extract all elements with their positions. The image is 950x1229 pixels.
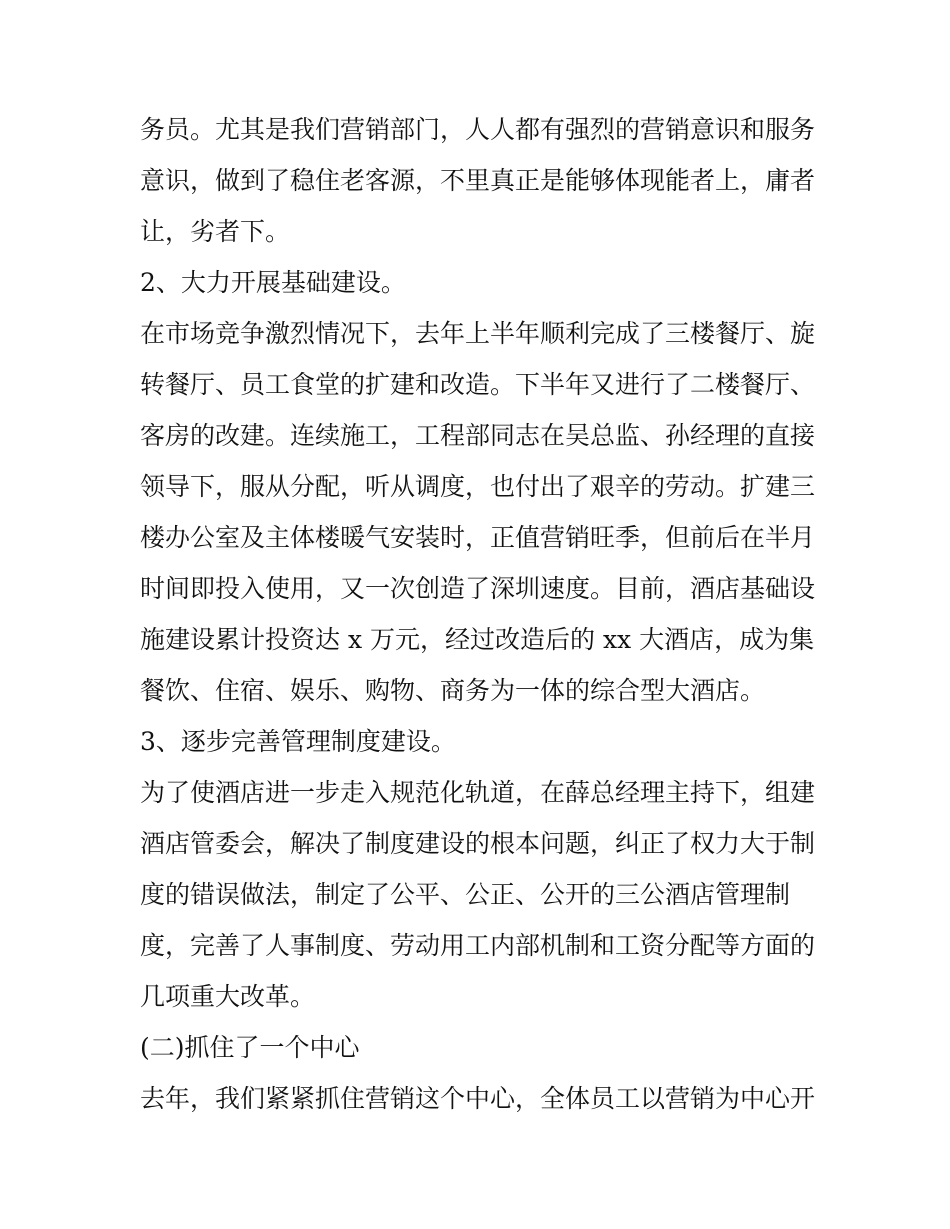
text-line: 楼办公室及主体楼暖气安装时，正值营销旺季，但前后在半月 bbox=[140, 523, 816, 552]
document-body bbox=[140, 104, 820, 1124]
text-line: 在市场竞争激烈情况下，去年上半年顺利完成了三楼餐厅、旋 bbox=[140, 319, 816, 348]
text-line: 让，劣者下。 bbox=[140, 217, 291, 246]
text-line: 酒店管委会，解决了制度建设的根本问题，纠正了权力大于制 bbox=[140, 829, 816, 858]
section-heading: (二)抓住了一个中心 bbox=[140, 1033, 360, 1062]
text-line: 去年，我们紧紧抓住营销这个中心，全体员工以营销为中心开 bbox=[140, 1084, 816, 1113]
text-line: 领导下，服从分配，听从调度，也付出了艰辛的劳动。扩建三 bbox=[140, 472, 816, 501]
section-heading: 3、逐步完善管理制度建设。 bbox=[140, 727, 456, 756]
text-line: 客房的改建。连续施工，工程部同志在吴总监、孙经理的直接 bbox=[140, 421, 816, 450]
text-line: 几项重大改革。 bbox=[140, 982, 316, 1011]
section-heading: 2、大力开展基础建设。 bbox=[140, 268, 406, 297]
text-line: 餐饮、住宿、娱乐、购物、商务为一体的综合型大酒店。 bbox=[140, 676, 766, 705]
text-line: 度的错误做法，制定了公平、公正、公开的三公酒店管理制 bbox=[140, 880, 791, 909]
text-line: 转餐厅、员工食堂的扩建和改造。下半年又进行了二楼餐厅、 bbox=[140, 370, 816, 399]
text-line: 时间即投入使用，又一次创造了深圳速度。目前，酒店基础设 bbox=[140, 574, 816, 603]
text-line: 意识，做到了稳住老客源，不里真正是能够体现能者上，庸者 bbox=[140, 166, 816, 195]
text-line: 为了使酒店进一步走入规范化轨道，在薛总经理主持下，组建 bbox=[140, 778, 816, 807]
text-line: 务员。尤其是我们营销部门，人人都有强烈的营销意识和服务 bbox=[140, 115, 816, 144]
text-line: 度，完善了人事制度、劳动用工内部机制和工资分配等方面的 bbox=[140, 931, 816, 960]
text-line: 施建设累计投资达 x 万元，经过改造后的 xx 大酒店，成为集 bbox=[140, 625, 815, 654]
